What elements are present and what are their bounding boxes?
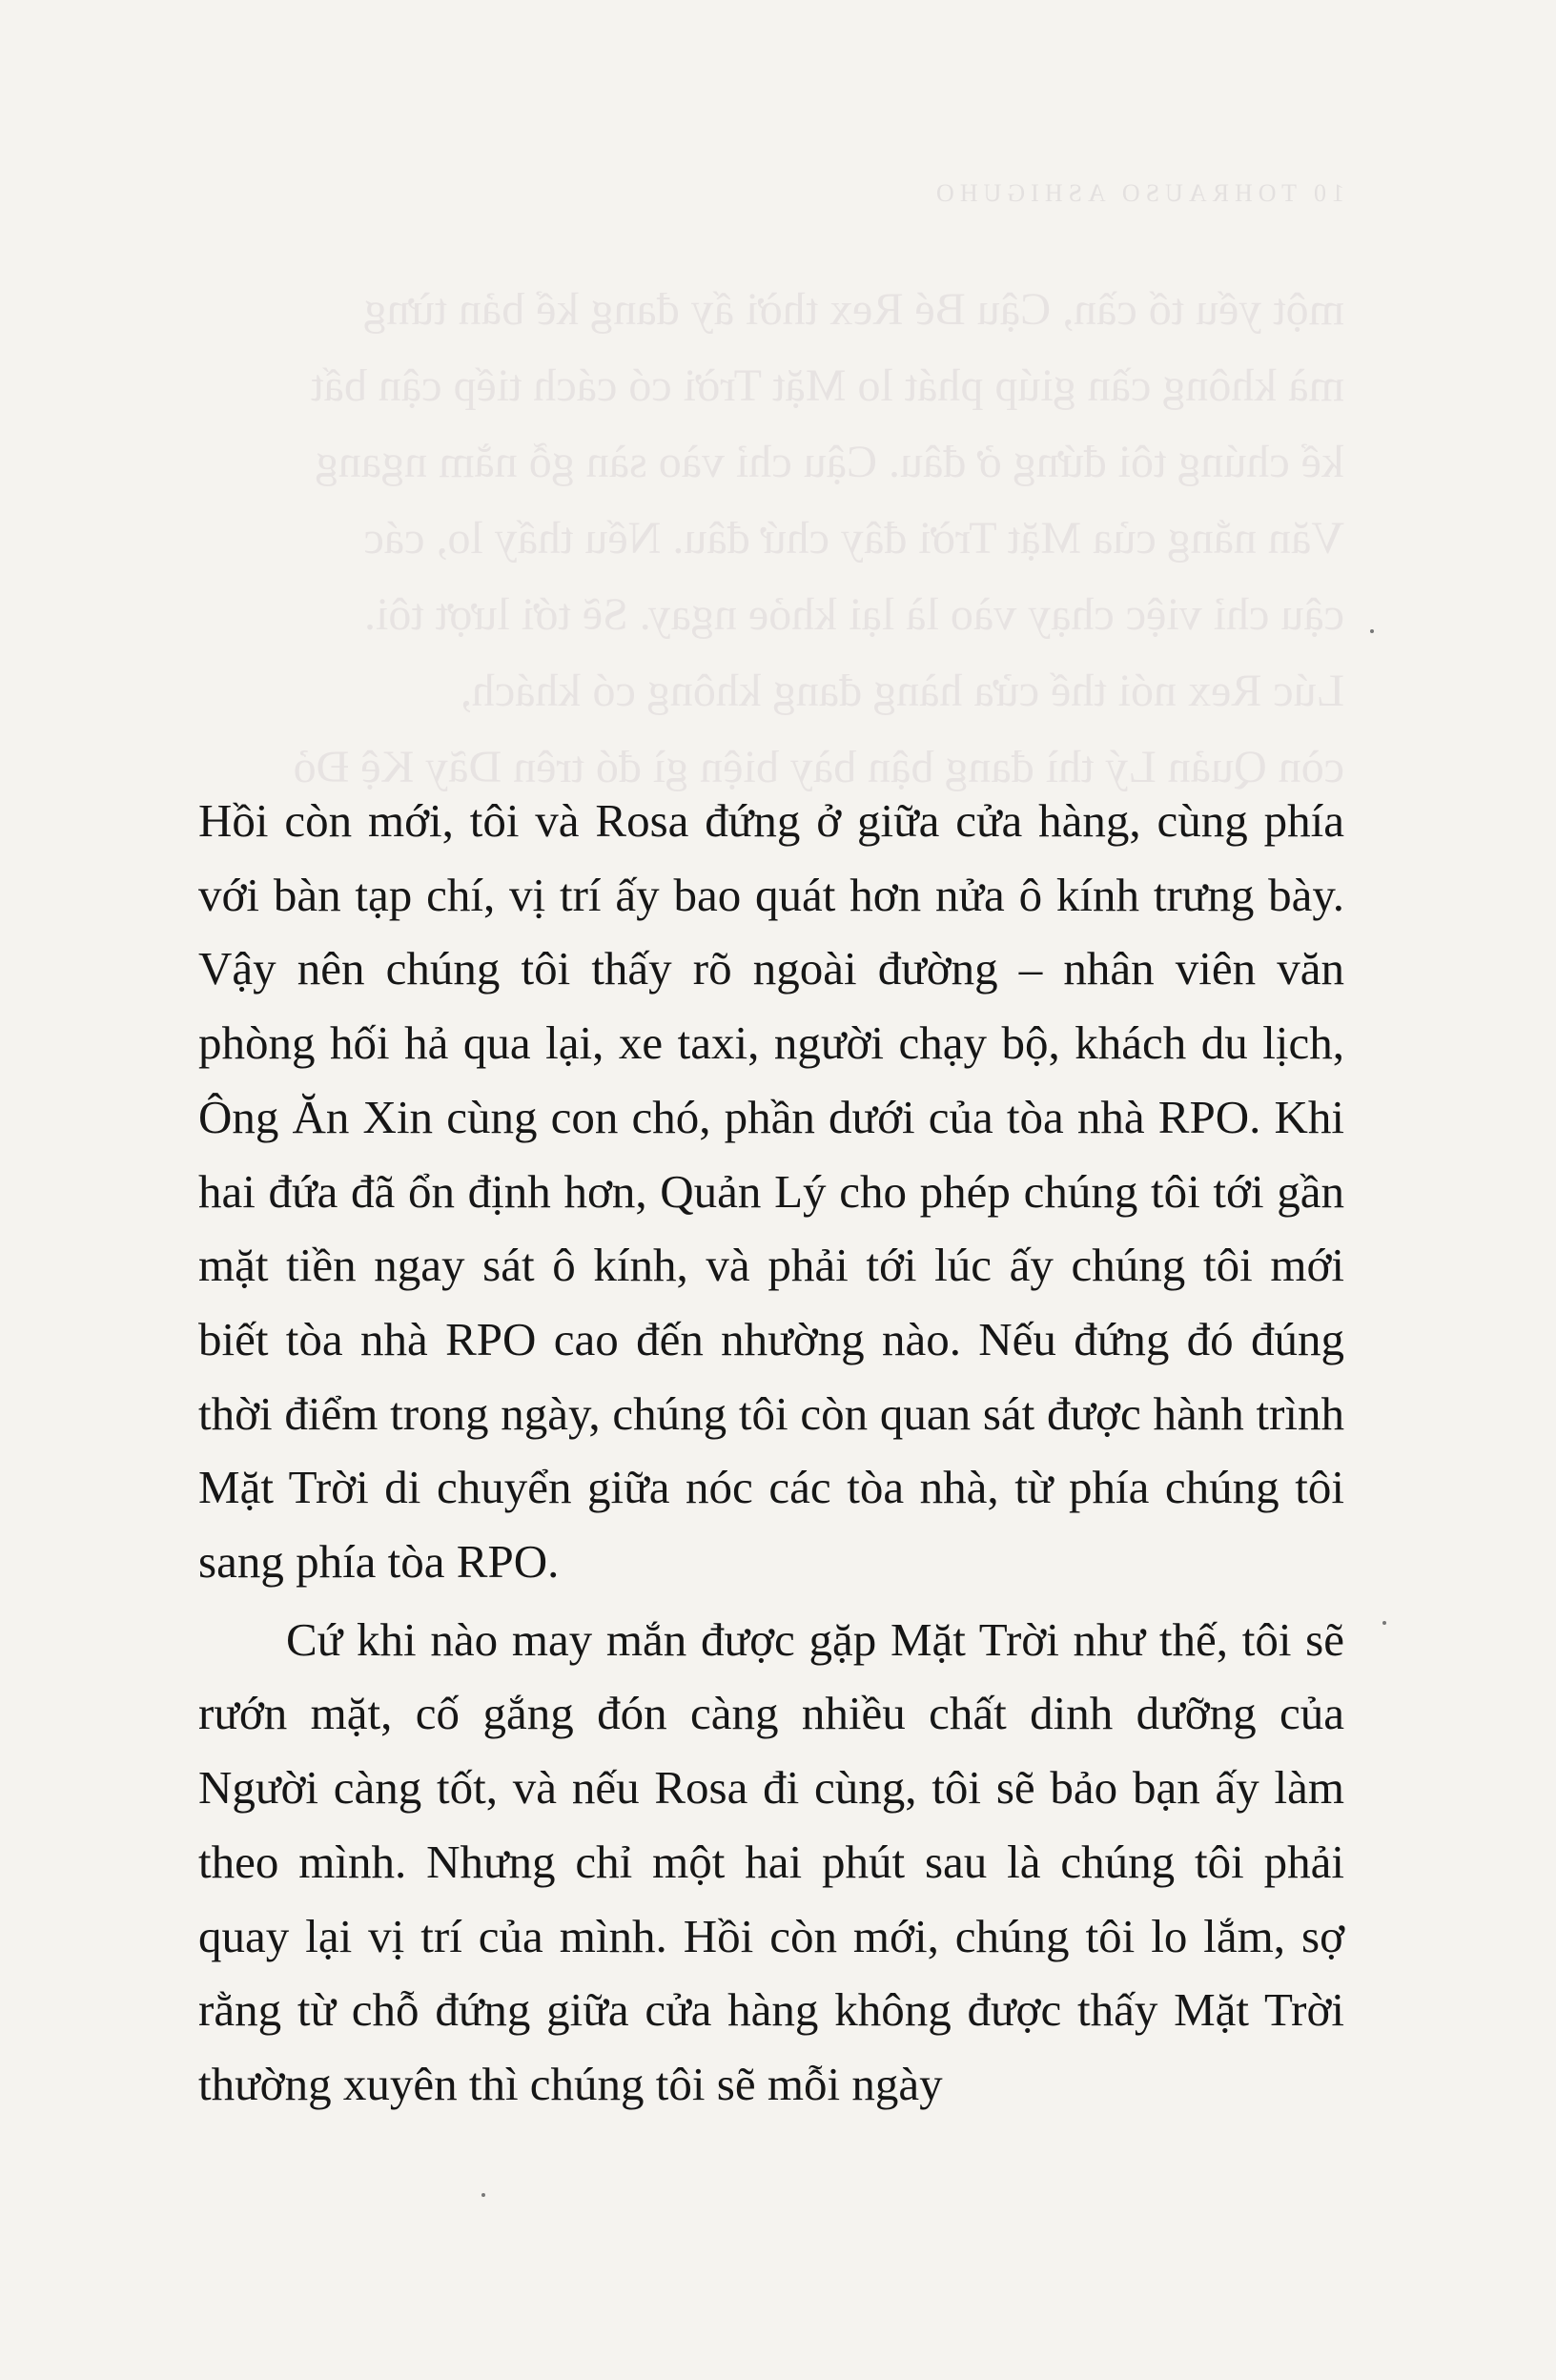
bleed-line: Lúc Rex nói thế cửa hàng đang không có khách,	[460, 666, 1344, 716]
bleed-line: Văn nắng của Mặt Trời đây chứ đâu. Nếu thấy lo, các	[363, 513, 1344, 564]
bleed-line: cậu chỉ việc chạy vào là lại khỏe ngay. Sẽ tới lượt tôi.	[363, 589, 1344, 640]
bleed-line: còn Quản Lý thì đang bận bày biện gì đó trên Dãy Kệ Đỏ	[293, 742, 1344, 792]
paper-speck	[1370, 629, 1374, 633]
paragraph-1: Hồi còn mới, tôi và Rosa đứng ở giữa cửa hàng, cùng phía với bàn tạp chí, vị trí ấy bao quát hơn nửa ô kính trưng bày. Vậy nên chúng tôi thấy rõ ngoài đường – nhân viên văn phòng hối hả qua lại, xe taxi, người chạy bộ, khách du lịch, Ông Ăn Xin cùng con chó, phần dưới của tòa nhà RPO. Khi hai đứa đã ổn định hơn, Quản Lý cho phép chúng tôi tới gần mặt tiền ngay sát ô kính, và phải tới lúc ấy chúng tôi mới biết tòa nhà RPO cao đến nhường nào. Nếu đứng đó đúng thời điểm trong ngày, chúng tôi còn quan sát được hành trình Mặt Trời di chuyển giữa nóc các tòa nhà, từ phía chúng tôi sang phía tòa RPO.	[198, 794, 1344, 1589]
paper-speck	[1382, 1621, 1386, 1625]
body-text	[198, 784, 1344, 2122]
bleed-line: một yếu tố cần, Cậu Bé Rex thời ấy đang kể bản từng	[363, 284, 1344, 335]
paper-speck	[481, 2193, 485, 2197]
bleed-through-header: 10 TOHRAUSO ASHIGUHO	[931, 179, 1344, 207]
bleed-line: mà không cần giúp phát lo Mặt Trời có cách tiếp cận bất	[311, 360, 1344, 411]
bleed-line: kể chúng tôi đứng ở đâu. Cậu chỉ vào sàn gỗ nằm ngang	[315, 437, 1344, 487]
bleed-through-text	[162, 272, 1344, 806]
paragraph-2: Cứ khi nào may mắn được gặp Mặt Trời như thế, tôi sẽ rướn mặt, cố gắng đón càng nhiều chất dinh dưỡng của Người càng tốt, và nếu Rosa đi cùng, tôi sẽ bảo bạn ấy làm theo mình. Nhưng chỉ một hai phút sau là chúng tôi phải quay lại vị trí của mình. Hồi còn mới, chúng tôi lo lắm, sợ rằng từ chỗ đứng giữa cửa hàng không được thấy Mặt Trời thường xuyên thì chúng tôi sẽ mỗi ngày	[198, 1612, 1344, 2110]
